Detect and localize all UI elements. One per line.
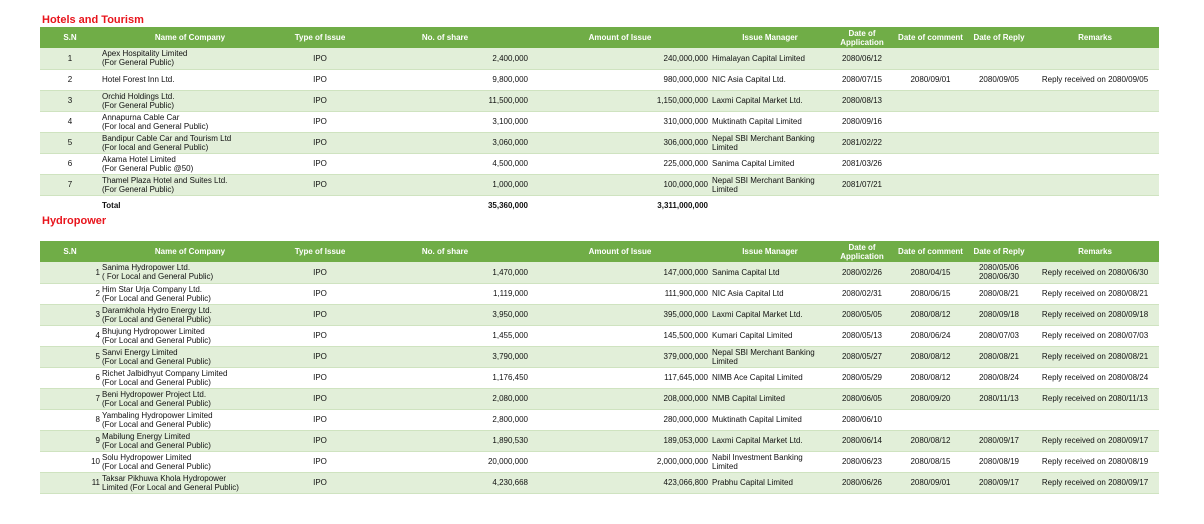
date-application-cell: 2080/05/29 xyxy=(830,367,894,388)
date-reply-cell: 2080/09/17 xyxy=(967,472,1031,493)
date-application-cell: 2081/03/26 xyxy=(830,153,894,174)
type-cell: IPO xyxy=(280,174,360,195)
date-application-cell: 2080/06/14 xyxy=(830,430,894,451)
date-application-cell: 2080/09/16 xyxy=(830,111,894,132)
type-cell: IPO xyxy=(280,153,360,174)
type-cell: IPO xyxy=(280,111,360,132)
remarks-cell: Reply received on 2080/09/18 xyxy=(1031,304,1159,325)
company-name: Richet Jalbidhyut Company Limited xyxy=(102,368,228,378)
company-cell xyxy=(100,48,280,69)
amount-cell: 1,150,000,000 xyxy=(530,90,710,111)
shares-cell: 4,500,000 xyxy=(360,153,530,174)
amount-cell: 147,000,000 xyxy=(530,262,710,283)
hotels-table xyxy=(40,27,1159,216)
date-comment-cell: 2080/08/12 xyxy=(894,367,967,388)
company-name: Annapurna Cable Car xyxy=(102,112,180,122)
sn-cell: 10 xyxy=(40,451,100,472)
company-subtitle: (For Local and General Public) xyxy=(102,440,211,450)
company-name: Bandipur Cable Car and Tourism Ltd xyxy=(102,133,232,143)
shares-cell: 2,400,000 xyxy=(360,48,530,69)
type-cell: IPO xyxy=(280,472,360,493)
type-cell: IPO xyxy=(280,90,360,111)
company-cell xyxy=(100,262,280,283)
remarks-cell: Reply received on 2080/09/17 xyxy=(1031,430,1159,451)
company-cell xyxy=(100,153,280,174)
table-row xyxy=(40,367,1159,388)
column-header: Amount of Issue xyxy=(530,241,710,262)
table-row xyxy=(40,304,1159,325)
company-subtitle: (For Local and General Public) xyxy=(102,398,211,408)
company-name: Sanvi Energy Limited xyxy=(102,347,178,357)
company-cell xyxy=(100,304,280,325)
manager-cell: Himalayan Capital Limited xyxy=(710,48,830,69)
date-comment-cell: 2080/06/24 xyxy=(894,325,967,346)
manager-cell: Nepal SBI Merchant Banking Limited xyxy=(710,346,830,367)
remarks-cell: Reply received on 2080/08/21 xyxy=(1031,283,1159,304)
table-row xyxy=(40,111,1159,132)
table-row xyxy=(40,451,1159,472)
sn-cell: 3 xyxy=(40,304,100,325)
sn-cell: 2 xyxy=(40,283,100,304)
sn-cell: 6 xyxy=(40,367,100,388)
total-spacer xyxy=(894,195,967,216)
date-reply-cell xyxy=(967,90,1031,111)
shares-cell: 1,470,000 xyxy=(360,262,530,283)
amount-cell: 111,900,000 xyxy=(530,283,710,304)
date-application-cell: 2080/05/27 xyxy=(830,346,894,367)
date-reply-cell xyxy=(967,174,1031,195)
sn-cell: 8 xyxy=(40,409,100,430)
table-row xyxy=(40,472,1159,493)
total-spacer xyxy=(710,195,830,216)
company-cell xyxy=(100,283,280,304)
hydro-header-row xyxy=(40,241,1159,262)
date-comment-cell: 2080/08/12 xyxy=(894,346,967,367)
hotels-section-title: Hotels and Tourism xyxy=(42,14,144,26)
company-cell xyxy=(100,430,280,451)
amount-cell: 117,645,000 xyxy=(530,367,710,388)
column-header: Type of Issue xyxy=(280,27,360,48)
total-shares: 35,360,000 xyxy=(360,195,530,216)
amount-cell: 310,000,000 xyxy=(530,111,710,132)
company-cell xyxy=(100,325,280,346)
column-header: Issue Manager xyxy=(710,27,830,48)
manager-cell: NIMB Ace Capital Limited xyxy=(710,367,830,388)
shares-cell: 3,100,000 xyxy=(360,111,530,132)
date-comment-cell xyxy=(894,111,967,132)
company-name: Daramkhola Hydro Energy Ltd. xyxy=(102,305,212,315)
company-subtitle: (For General Public) xyxy=(102,184,175,194)
date-application-cell: 2080/08/13 xyxy=(830,90,894,111)
company-subtitle: (For General Public) xyxy=(102,58,175,68)
type-cell: IPO xyxy=(280,304,360,325)
company-name: Mabilung Energy Limited xyxy=(102,431,191,441)
sn-cell: 1 xyxy=(40,262,100,283)
table-row xyxy=(40,409,1159,430)
table-row xyxy=(40,388,1159,409)
sn-cell: 5 xyxy=(40,132,100,153)
date-reply-cell: 2080/09/18 xyxy=(967,304,1031,325)
hydro-table xyxy=(40,241,1159,494)
manager-cell: Muktinath Capital Limited xyxy=(710,111,830,132)
remarks-cell: Reply received on 2080/08/19 xyxy=(1031,451,1159,472)
remarks-cell xyxy=(1031,409,1159,430)
column-header: Date of Reply xyxy=(967,241,1031,262)
remarks-cell xyxy=(1031,48,1159,69)
remarks-cell xyxy=(1031,132,1159,153)
shares-cell: 2,800,000 xyxy=(360,409,530,430)
amount-cell: 208,000,000 xyxy=(530,388,710,409)
company-cell xyxy=(100,409,280,430)
date-reply-cell: 2080/09/17 xyxy=(967,430,1031,451)
type-cell: IPO xyxy=(280,388,360,409)
date-application-cell: 2080/06/10 xyxy=(830,409,894,430)
manager-cell: Muktinath Capital Limited xyxy=(710,409,830,430)
shares-cell: 9,800,000 xyxy=(360,69,530,90)
date-application-cell: 2080/06/05 xyxy=(830,388,894,409)
date-reply-cell: 2080/05/06 2080/06/30 xyxy=(967,262,1031,283)
total-row xyxy=(40,195,1159,216)
column-header: No. of share xyxy=(360,241,530,262)
date-comment-cell xyxy=(894,48,967,69)
date-reply-cell: 2080/08/19 xyxy=(967,451,1031,472)
company-cell xyxy=(100,346,280,367)
date-reply-cell xyxy=(967,111,1031,132)
table-row xyxy=(40,262,1159,283)
remarks-cell: Reply received on 2080/07/03 xyxy=(1031,325,1159,346)
shares-cell: 1,000,000 xyxy=(360,174,530,195)
table-row xyxy=(40,48,1159,69)
company-name: Beni Hydropower Project Ltd. xyxy=(102,389,207,399)
manager-cell: Laxmi Capital Market Ltd. xyxy=(710,90,830,111)
amount-cell: 100,000,000 xyxy=(530,174,710,195)
amount-cell: 145,500,000 xyxy=(530,325,710,346)
remarks-cell: Reply received on 2080/09/05 xyxy=(1031,69,1159,90)
table-row xyxy=(40,174,1159,195)
shares-cell: 20,000,000 xyxy=(360,451,530,472)
table-row xyxy=(40,132,1159,153)
company-cell xyxy=(100,111,280,132)
company-name: Sanima Hydropower Ltd. xyxy=(102,263,191,273)
manager-cell: Nabil Investment Banking Limited xyxy=(710,451,830,472)
column-header: S.N xyxy=(40,27,100,48)
amount-cell: 379,000,000 xyxy=(530,346,710,367)
amount-cell: 225,000,000 xyxy=(530,153,710,174)
amount-cell: 980,000,000 xyxy=(530,69,710,90)
date-reply-cell: 2080/11/13 xyxy=(967,388,1031,409)
date-comment-cell: 2080/06/15 xyxy=(894,283,967,304)
date-reply-cell xyxy=(967,409,1031,430)
table-row xyxy=(40,430,1159,451)
table-row xyxy=(40,346,1159,367)
amount-cell: 2,000,000,000 xyxy=(530,451,710,472)
column-header: Date of comment xyxy=(894,27,967,48)
shares-cell: 3,060,000 xyxy=(360,132,530,153)
type-cell: IPO xyxy=(280,69,360,90)
sn-cell: 4 xyxy=(40,111,100,132)
date-application-cell: 2081/02/22 xyxy=(830,132,894,153)
company-subtitle: (For Local and General Public) xyxy=(102,461,211,471)
company-subtitle: (For Local and General Public) xyxy=(102,377,211,387)
column-header: Name of Company xyxy=(100,27,280,48)
sn-cell: 3 xyxy=(40,90,100,111)
date-comment-cell xyxy=(894,90,967,111)
manager-cell: Sanima Capital Limited xyxy=(710,153,830,174)
amount-cell: 423,066,800 xyxy=(530,472,710,493)
date-application-cell: 2080/06/12 xyxy=(830,48,894,69)
hydro-table-body xyxy=(40,262,1159,493)
date-reply-cell: 2080/07/03 xyxy=(967,325,1031,346)
date-comment-cell xyxy=(894,174,967,195)
company-name: Hotel Forest Inn Ltd. xyxy=(102,75,175,84)
company-subtitle: (For Local and General Public) xyxy=(102,419,211,429)
shares-cell: 3,950,000 xyxy=(360,304,530,325)
company-subtitle: (For local and General Public) xyxy=(102,121,209,131)
company-name: Solu Hydropower Limited xyxy=(102,452,192,462)
sn-cell: 2 xyxy=(40,69,100,90)
amount-cell: 189,053,000 xyxy=(530,430,710,451)
column-header: Amount of Issue xyxy=(530,27,710,48)
column-header: Issue Manager xyxy=(710,241,830,262)
remarks-cell xyxy=(1031,153,1159,174)
date-application-cell: 2080/07/15 xyxy=(830,69,894,90)
date-comment-cell: 2080/08/15 xyxy=(894,451,967,472)
company-name: Taksar Pikhuwa Khola Hydropower xyxy=(102,473,227,483)
shares-cell: 4,230,668 xyxy=(360,472,530,493)
company-name: Him Star Urja Company Ltd. xyxy=(102,284,203,294)
date-reply-cell: 2080/08/21 xyxy=(967,283,1031,304)
manager-cell: Laxmi Capital Market Ltd. xyxy=(710,304,830,325)
column-header: Date of Application xyxy=(830,27,894,48)
date-comment-cell: 2080/09/20 xyxy=(894,388,967,409)
table-row xyxy=(40,69,1159,90)
date-reply-cell: 2080/09/05 xyxy=(967,69,1031,90)
remarks-cell: Reply received on 2080/08/21 xyxy=(1031,346,1159,367)
total-spacer xyxy=(830,195,894,216)
date-application-cell: 2080/02/31 xyxy=(830,283,894,304)
manager-cell: Laxmi Capital Market Ltd. xyxy=(710,430,830,451)
company-name: Yambaling Hydropower Limited xyxy=(102,410,213,420)
company-cell xyxy=(100,451,280,472)
shares-cell: 2,080,000 xyxy=(360,388,530,409)
company-subtitle: (For Local and General Public) xyxy=(102,314,211,324)
date-reply-cell xyxy=(967,153,1031,174)
amount-cell: 395,000,000 xyxy=(530,304,710,325)
company-cell xyxy=(100,367,280,388)
type-cell: IPO xyxy=(280,325,360,346)
column-header: Date of Application xyxy=(830,241,894,262)
manager-cell: Nepal SBI Merchant Banking Limited xyxy=(710,174,830,195)
hydro-section-title: Hydropower xyxy=(42,215,107,227)
total-spacer xyxy=(40,195,100,216)
sn-cell: 6 xyxy=(40,153,100,174)
shares-cell: 1,890,530 xyxy=(360,430,530,451)
column-header: Date of Reply xyxy=(967,27,1031,48)
sn-cell: 9 xyxy=(40,430,100,451)
date-reply-cell xyxy=(967,132,1031,153)
date-comment-cell xyxy=(894,153,967,174)
column-header: S.N xyxy=(40,241,100,262)
company-name: Bhujung Hydropower Limited xyxy=(102,326,205,336)
hotels-header-row xyxy=(40,27,1159,48)
total-label: Total xyxy=(100,195,280,216)
amount-cell: 306,000,000 xyxy=(530,132,710,153)
remarks-cell: Reply received on 2080/11/13 xyxy=(1031,388,1159,409)
company-name: Apex Hospitality Limited xyxy=(102,49,188,59)
amount-cell: 280,000,000 xyxy=(530,409,710,430)
company-subtitle: (For General Public) xyxy=(102,100,175,110)
shares-cell: 1,119,000 xyxy=(360,283,530,304)
manager-cell: NIC Asia Capital Ltd xyxy=(710,283,830,304)
manager-cell: NIC Asia Capital Ltd. xyxy=(710,69,830,90)
sn-cell: 1 xyxy=(40,48,100,69)
remarks-cell: Reply received on 2080/09/17 xyxy=(1031,472,1159,493)
company-cell xyxy=(100,90,280,111)
shares-cell: 3,790,000 xyxy=(360,346,530,367)
type-cell: IPO xyxy=(280,48,360,69)
type-cell: IPO xyxy=(280,367,360,388)
company-cell xyxy=(100,388,280,409)
company-name: Akama Hotel Limited xyxy=(102,154,176,164)
date-application-cell: 2080/02/26 xyxy=(830,262,894,283)
sn-cell: 4 xyxy=(40,325,100,346)
date-application-cell: 2080/06/23 xyxy=(830,451,894,472)
company-name: Thamel Plaza Hotel and Suites Ltd. xyxy=(102,175,228,185)
date-application-cell: 2080/05/05 xyxy=(830,304,894,325)
amount-cell: 240,000,000 xyxy=(530,48,710,69)
company-name: Orchid Holdings Ltd. xyxy=(102,91,175,101)
column-header: Date of comment xyxy=(894,241,967,262)
manager-cell: Nepal SBI Merchant Banking Limited xyxy=(710,132,830,153)
column-header: Remarks xyxy=(1031,27,1159,48)
hotels-table-body xyxy=(40,48,1159,216)
manager-cell: NMB Capital Limited xyxy=(710,388,830,409)
date-comment-cell: 2080/09/01 xyxy=(894,69,967,90)
column-header: No. of share xyxy=(360,27,530,48)
company-subtitle: ( For Local and General Public) xyxy=(102,272,214,282)
date-comment-cell xyxy=(894,132,967,153)
shares-cell: 1,455,000 xyxy=(360,325,530,346)
type-cell: IPO xyxy=(280,283,360,304)
company-subtitle: (For local and General Public) xyxy=(102,142,209,152)
type-cell: IPO xyxy=(280,451,360,472)
column-header: Remarks xyxy=(1031,241,1159,262)
total-spacer xyxy=(1031,195,1159,216)
shares-cell: 11,500,000 xyxy=(360,90,530,111)
type-cell: IPO xyxy=(280,430,360,451)
type-cell: IPO xyxy=(280,262,360,283)
date-application-cell: 2081/07/21 xyxy=(830,174,894,195)
company-subtitle: (For Local and General Public) xyxy=(102,356,211,366)
type-cell: IPO xyxy=(280,346,360,367)
date-application-cell: 2080/06/26 xyxy=(830,472,894,493)
company-cell xyxy=(100,69,280,90)
column-header: Name of Company xyxy=(100,241,280,262)
remarks-cell xyxy=(1031,174,1159,195)
manager-cell: Prabhu Capital Limited xyxy=(710,472,830,493)
remarks-cell: Reply received on 2080/08/24 xyxy=(1031,367,1159,388)
total-amount: 3,311,000,000 xyxy=(530,195,710,216)
date-application-cell: 2080/05/13 xyxy=(830,325,894,346)
sn-cell: 5 xyxy=(40,346,100,367)
date-reply-cell xyxy=(967,48,1031,69)
sn-cell: 7 xyxy=(40,388,100,409)
company-cell xyxy=(100,472,280,493)
date-comment-cell: 2080/08/12 xyxy=(894,430,967,451)
manager-cell: Sanima Capital Ltd xyxy=(710,262,830,283)
date-reply-cell: 2080/08/24 xyxy=(967,367,1031,388)
company-subtitle: Limited (For Local and General Public) xyxy=(102,482,239,492)
date-reply-cell: 2080/08/21 xyxy=(967,346,1031,367)
total-spacer xyxy=(967,195,1031,216)
remarks-cell: Reply received on 2080/06/30 xyxy=(1031,262,1159,283)
sn-cell: 7 xyxy=(40,174,100,195)
date-comment-cell xyxy=(894,409,967,430)
table-row xyxy=(40,325,1159,346)
type-cell: IPO xyxy=(280,409,360,430)
shares-cell: 1,176,450 xyxy=(360,367,530,388)
manager-cell: Kumari Capital Limited xyxy=(710,325,830,346)
total-spacer xyxy=(280,195,360,216)
sn-cell: 11 xyxy=(40,472,100,493)
column-header: Type of Issue xyxy=(280,241,360,262)
company-subtitle: (For General Public @50) xyxy=(102,163,194,173)
company-subtitle: (For Local and General Public) xyxy=(102,335,211,345)
table-row xyxy=(40,283,1159,304)
date-comment-cell: 2080/04/15 xyxy=(894,262,967,283)
type-cell: IPO xyxy=(280,132,360,153)
company-cell xyxy=(100,174,280,195)
date-comment-cell: 2080/08/12 xyxy=(894,304,967,325)
remarks-cell xyxy=(1031,90,1159,111)
company-cell xyxy=(100,132,280,153)
remarks-cell xyxy=(1031,111,1159,132)
date-comment-cell: 2080/09/01 xyxy=(894,472,967,493)
table-row xyxy=(40,153,1159,174)
company-subtitle: (For Local and General Public) xyxy=(102,293,211,303)
table-row xyxy=(40,90,1159,111)
